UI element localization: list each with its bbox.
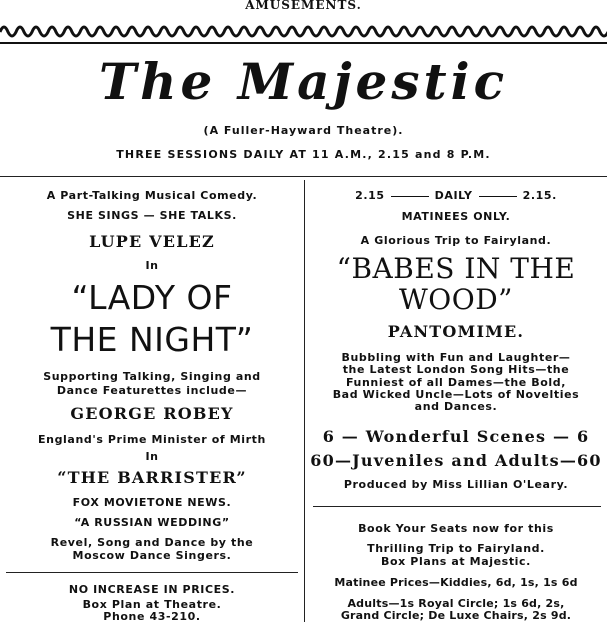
- book-line1: Book Your Seats now for this: [358, 522, 554, 535]
- box-plan-line: Box Plan at Theatre.: [82, 598, 222, 611]
- adult-prices-line2: Grand Circle; De Luxe Chairs, 2s 9d.: [340, 609, 572, 622]
- news-line: FOX MOVIETONE NEWS.: [72, 496, 232, 509]
- pantomime-label: PANTOMIME.: [387, 322, 525, 341]
- matinee-prices-line: Matinee Prices—Kiddies, 6d, 1s, 1s 6d: [334, 576, 578, 589]
- time-left: 2.15: [355, 189, 385, 202]
- in-label-1: In: [145, 259, 159, 272]
- supporting-line2: Dance Featurettes include—: [56, 384, 248, 397]
- left-bottom-divider: [6, 572, 298, 573]
- show-title-line1: “BABES IN THE: [336, 252, 576, 285]
- right-column: [305, 0, 607, 622]
- show-title-line2: WOOD”: [399, 283, 513, 316]
- matinees-line: MATINEES ONLY.: [401, 210, 511, 223]
- daily-label: DAILY: [434, 189, 473, 202]
- theatre-subtitle: (A Fuller-Hayward Theatre).: [203, 124, 404, 137]
- feature-title-line2: THE NIGHT”: [50, 320, 254, 359]
- juveniles-line: 60—Juveniles and Adults—60: [310, 451, 602, 470]
- adult-prices-line1: Adults—1s Royal Circle; 1s 6d, 2s,: [347, 597, 565, 610]
- genre-line: A Part-Talking Musical Comedy.: [46, 189, 258, 202]
- rule-left: [391, 196, 429, 197]
- rule-right: [479, 196, 517, 197]
- producer-line: Produced by Miss Lillian O'Leary.: [343, 478, 569, 491]
- scenes-line: 6 — Wonderful Scenes — 6: [322, 427, 590, 446]
- section-heading: AMUSEMENTS.: [245, 0, 362, 12]
- blurb-line4: Bad Wicked Uncle—Lots of Novelties: [332, 388, 580, 401]
- tagline: SHE SINGS — SHE TALKS.: [67, 209, 237, 222]
- book-line3: Box Plans at Majestic.: [381, 555, 531, 568]
- supporting-line1: Supporting Talking, Singing and: [43, 370, 261, 383]
- wedding-title: “A RUSSIAN WEDDING”: [74, 516, 230, 529]
- trip-line: A Glorious Trip to Fairyland.: [360, 234, 552, 247]
- star-name: LUPE VELEZ: [89, 232, 215, 251]
- phone-line: Phone 43-210.: [103, 610, 201, 623]
- book-line2: Thrilling Trip to Fairyland.: [367, 542, 545, 555]
- support-feature: “THE BARRISTER”: [57, 468, 247, 487]
- blurb-line5: and Dances.: [414, 400, 498, 413]
- right-mid-divider: [313, 506, 601, 507]
- feature-title-line1: “LADY OF: [71, 278, 233, 317]
- wedding-desc2: Moscow Dance Singers.: [72, 549, 232, 562]
- blurb-line1: Bubbling with Fun and Laughter—: [341, 351, 571, 364]
- support-desc: England's Prime Minister of Mirth: [38, 433, 266, 446]
- theatre-title: The Majestic: [98, 52, 509, 111]
- blurb-line3: Funniest of all Dames—the Bold,: [345, 376, 567, 389]
- daily-times-line: [305, 189, 607, 202]
- prices-line: NO INCREASE IN PRICES.: [68, 583, 236, 596]
- blurb-line2: the Latest London Song Hits—the: [342, 363, 570, 376]
- wedding-desc1: Revel, Song and Dance by the: [50, 536, 254, 549]
- in-label-2: In: [145, 450, 159, 463]
- sessions-line: THREE SESSIONS DAILY AT 11 A.M., 2.15 and 8 P.M.: [116, 148, 491, 161]
- support-star: GEORGE ROBEY: [70, 404, 234, 423]
- time-right: 2.15.: [522, 189, 557, 202]
